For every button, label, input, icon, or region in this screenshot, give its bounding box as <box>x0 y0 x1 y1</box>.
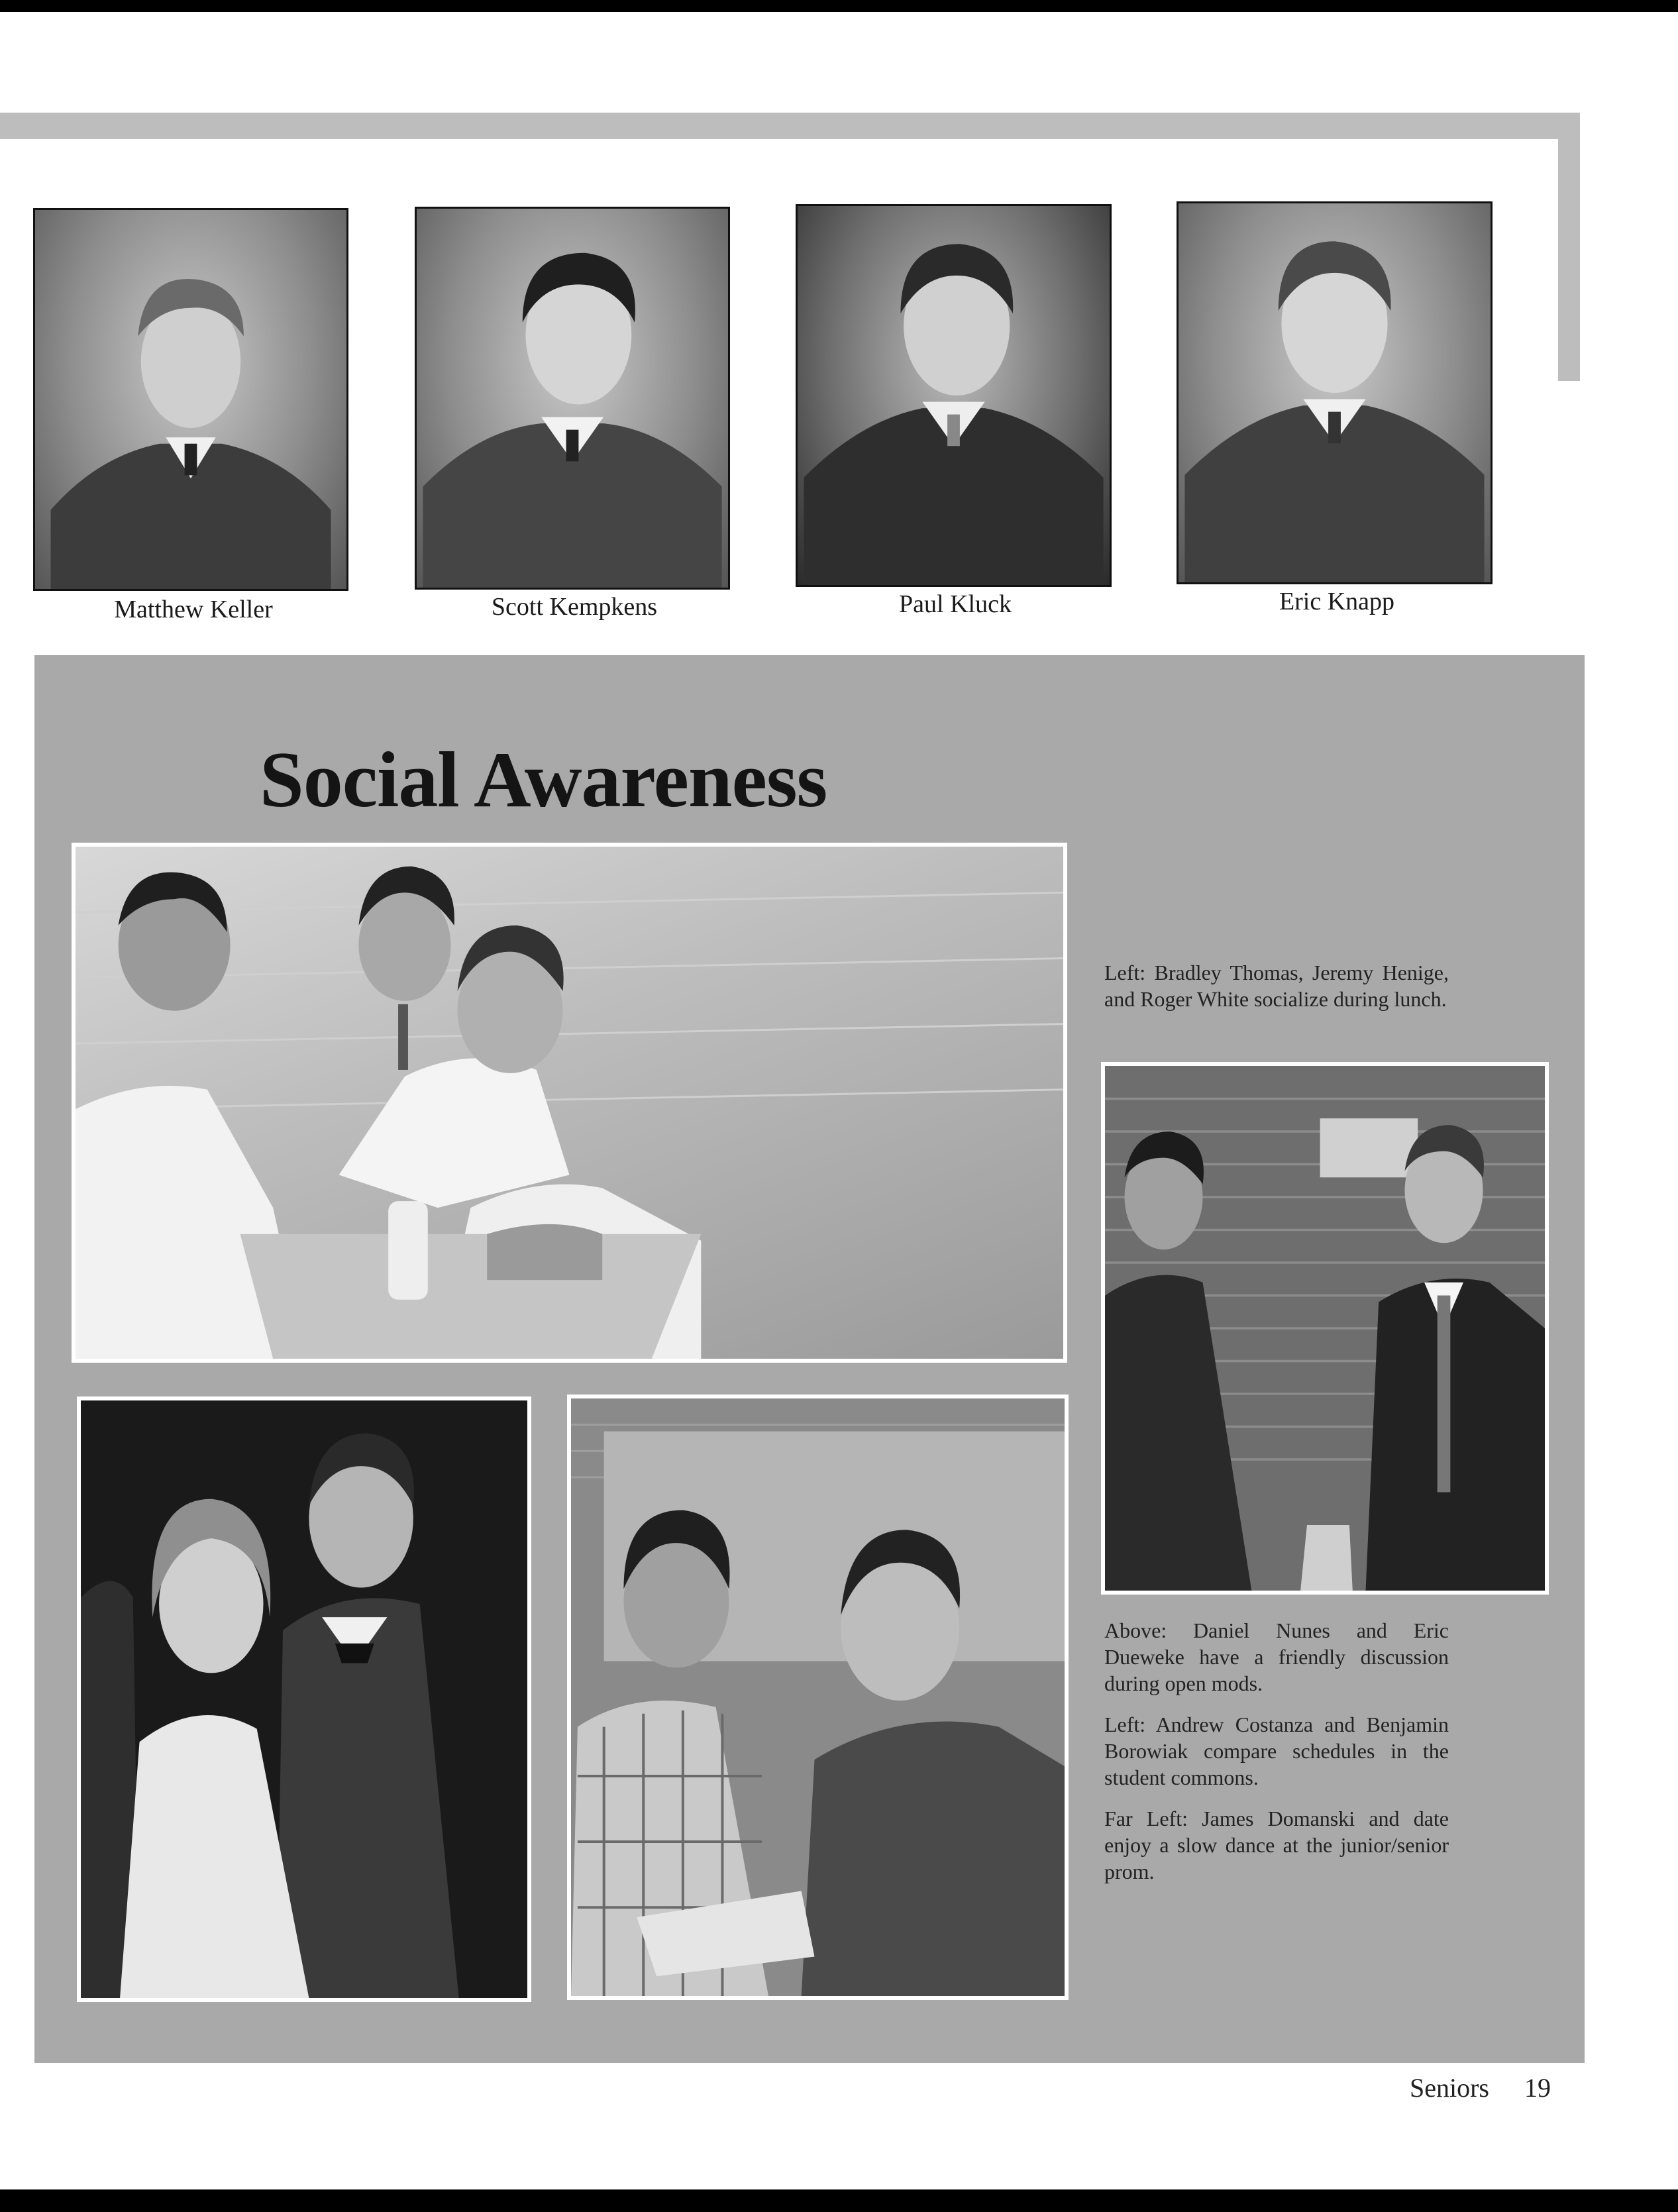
caption-text: Above: Daniel Nunes and Eric Dueweke have a friendly discussion during open mods. <box>1104 1618 1449 1695</box>
prom-photo <box>77 1396 531 2002</box>
portrait-photo <box>796 204 1112 587</box>
decorative-band <box>0 113 1580 139</box>
caption-text: Left: Andrew Costanza and Benjamin Borowiak compare schedules in the student commons. <box>1104 1712 1449 1789</box>
portrait-name: Paul Kluck <box>899 590 1012 618</box>
discussion-photo <box>1101 1062 1549 1595</box>
lunch-photo <box>72 843 1067 1363</box>
caption-group <box>1104 1617 1449 1899</box>
top-border <box>0 0 1678 12</box>
page-number: 19 <box>1524 2073 1551 2103</box>
portrait-name: Eric Knapp <box>1279 588 1395 615</box>
portrait-name: Scott Kempkens <box>491 593 658 621</box>
decorative-band-drop <box>1558 113 1580 381</box>
portrait-photo <box>415 207 730 590</box>
caption-lunch <box>1104 959 1449 1027</box>
bottom-border <box>0 2189 1678 2212</box>
footer-section-label: Seniors <box>1410 2073 1489 2103</box>
caption-text: Far Left: James Domanski and date enjoy a slow dance at the junior/senior prom. <box>1104 1807 1449 1883</box>
portrait-name: Matthew Keller <box>114 596 273 623</box>
portrait-photo <box>1177 201 1493 584</box>
caption-text: Left: Bradley Thomas, Jeremy Henige, and Roger White socialize during lunch. <box>1104 961 1449 1011</box>
section-title: Social Awareness <box>260 735 827 823</box>
schedules-photo <box>567 1395 1069 2000</box>
portrait-photo <box>33 208 348 591</box>
